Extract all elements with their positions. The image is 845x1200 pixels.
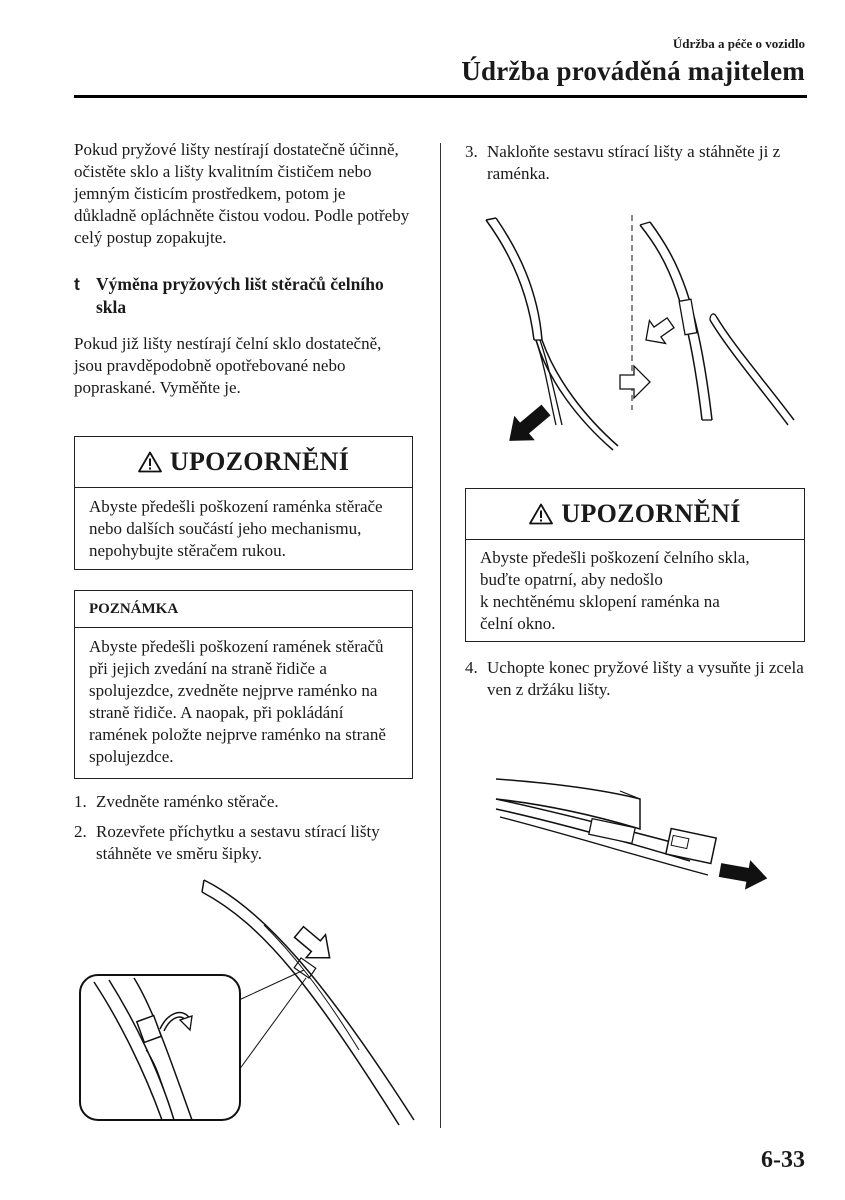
warning-header bbox=[466, 489, 804, 540]
rubber-strip-removal-illustration bbox=[490, 765, 790, 895]
step-number: 2. bbox=[74, 822, 87, 841]
warning-line: Abyste předešli poškození čelního skla, bbox=[480, 548, 750, 567]
warning-body bbox=[466, 540, 804, 643]
step-text: Rozevřete příchytku a sestavu stírací lišty stáhněte ve směru šipky. bbox=[96, 822, 380, 863]
page-number: 6-33 bbox=[761, 1147, 805, 1173]
warning-line: k nechtěnému sklopení raménka na bbox=[480, 592, 720, 611]
warning-title: UPOZORNĚNÍ bbox=[169, 447, 350, 476]
note-box bbox=[74, 590, 413, 779]
section-header: Údržba a péče o vozidlo bbox=[672, 36, 805, 51]
step-4 bbox=[465, 657, 810, 701]
note-title: POZNÁMKA bbox=[75, 591, 412, 628]
warning-box-left bbox=[74, 436, 413, 570]
step-number: 4. bbox=[465, 658, 478, 677]
step-2 bbox=[74, 821, 404, 865]
tilt-arrow-icon bbox=[638, 311, 679, 351]
warning-title: UPOZORNĚNÍ bbox=[561, 499, 741, 528]
direction-arrow-icon bbox=[620, 366, 650, 398]
heading-text: Výměna pryžových lišt stěračů čelního skla bbox=[96, 274, 384, 317]
note-body: Abyste předešli poškození ramének stěračů při jejich zvedání na straně řidiče a spolujezdce, zvedněte nejprve raménko na straně řidiče. A naopak, při pokládání ramének položte nejprve raménko na straně spolujezdce. bbox=[89, 637, 386, 766]
step-text: Uchopte konec pryžové lišty a vysuňte ji zcela ven z držáku lišty. bbox=[487, 658, 804, 699]
step-text: Nakloňte sestavu stírací lišty a stáhněte ji z raménka. bbox=[487, 142, 781, 183]
wiper-arm-clip-illustration bbox=[74, 870, 434, 1130]
warning-header bbox=[75, 437, 412, 488]
blade-removal-illustration bbox=[478, 210, 798, 460]
page-title: Údržba prováděná majitelem bbox=[461, 56, 805, 86]
direction-arrow-icon bbox=[717, 855, 769, 893]
warning-line: buďte opatrní, aby nedošlo bbox=[480, 570, 663, 589]
step-text: Zvedněte raménko stěrače. bbox=[96, 792, 279, 811]
warning-triangle-icon bbox=[138, 451, 162, 473]
warning-box-right bbox=[465, 488, 805, 642]
column-divider bbox=[440, 143, 441, 1128]
step-number: 3. bbox=[465, 142, 478, 161]
direction-arrow-icon bbox=[499, 398, 556, 453]
heading-marker: t bbox=[74, 274, 80, 294]
warning-body: Abyste předešli poškození raménka stěrače nebo dalších součástí jeho mechanismu, nepohybujte stěračem rukou. bbox=[89, 497, 383, 560]
step-1 bbox=[74, 791, 412, 813]
warning-triangle-icon bbox=[529, 503, 553, 525]
step-number: 1. bbox=[74, 792, 87, 811]
intro-paragraph: Pokud pryžové lišty nestírají dostatečně účinně, očistěte sklo a lišty kvalitním čističem nebo jemným čisticím prostředkem, potom je důkladně opláchněte čistou vodou. Podle potřeby celý postup zopakujte. bbox=[74, 140, 410, 247]
step-3 bbox=[465, 141, 810, 185]
header-rule bbox=[74, 95, 807, 98]
replace-paragraph: Pokud již lišty nestírají čelní sklo dostatečně, jsou pravděpodobně opotřebované nebo popraskané. Vyměňte je. bbox=[74, 334, 382, 397]
warning-line: čelní okno. bbox=[480, 614, 556, 633]
section-heading bbox=[74, 273, 412, 319]
